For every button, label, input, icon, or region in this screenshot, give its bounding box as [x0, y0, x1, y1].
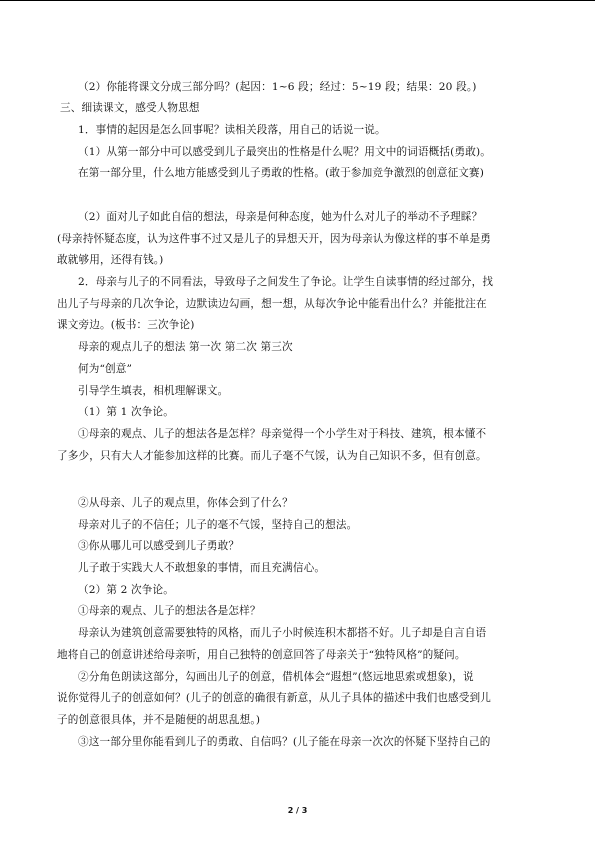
- text-line: ③你从哪儿可以感受到儿子勇敢？: [78, 540, 240, 552]
- text-line: （2）你能将课文分成三部分吗？(起因：1~6 段；经过：5~19 段；结果：20 段。): [78, 81, 477, 93]
- text-line: 在第一部分里，什么地方能感受到儿子勇敢的性格。(敢于参加竞争激烈的创意征文赛): [78, 167, 485, 179]
- text-line: 母亲认为建筑创意需要独特的风格，而儿子小时候连积木都搭不好。儿子却是自言自语: [78, 627, 487, 639]
- text-line: 说你觉得儿子的创意如何？(儿子的创意的确很有新意，从儿子具体的描述中我们也感受到儿: [57, 692, 492, 704]
- text-line: （2）第 2 次争论。: [78, 584, 175, 596]
- text-line: 子的创意很具体，并不是随便的胡思乱想。): [57, 714, 261, 726]
- text-line: (母亲持怀疑态度，认为这件事不过又是儿子的异想天开，因为母亲认为像这样的事不单是勇: [57, 233, 492, 245]
- text-line: ③这一部分里你能看到儿子的勇敢、自信吗？(儿子能在母亲一次次的怀疑下坚持自己的: [78, 736, 491, 748]
- text-line: 儿子敢于实践大人不敢想象的事情，而且充满信心。: [78, 562, 326, 574]
- text-line: 何为“创意”: [78, 363, 133, 375]
- text-line: 母亲对儿子的不信任；儿子的毫不气馁，坚持自己的想法。: [78, 519, 358, 531]
- section-heading: 三、细读课文，感受人物思想: [60, 102, 200, 114]
- text-line: 出儿子与母亲的几次争论，边默读边勾画，想一想，从每次争论中能看出什么？并能批注在: [57, 298, 487, 310]
- text-line: 了多少，只有大人才能参加这样的比赛。而儿子毫不气馁，认为自己知识不多，但有创意。: [57, 450, 487, 462]
- text-line: ②分角色朗读这部分，勾画出儿子的创意，借机体会“遐想”(悠远地思索或想象)，说: [78, 671, 474, 683]
- text-line: （1）第 1 次争论。: [78, 406, 175, 418]
- text-line: 地将自己的创意讲述给母亲听，用自己独特的创意回答了母亲关于“独特风格”的疑问。: [57, 649, 466, 661]
- text-line: （1）从第一部分中可以感受到儿子最突出的性格是什么呢？用文中的词语概括(勇敢)。: [78, 146, 491, 158]
- text-line: 敢就够用，还得有钱。): [57, 254, 164, 266]
- text-line: 2．母亲与儿子的不同看法，导致母子之间发生了争论。让学生自读事情的经过部分，找: [78, 276, 494, 288]
- text-line: ①母亲的观点、儿子的想法各是怎样？母亲觉得一个小学生对于科技、建筑，根本懂不: [78, 428, 487, 440]
- text-line: （2）面对儿子如此自信的想法，母亲是何种态度，她为什么对儿子的举动不予理睬？: [78, 211, 483, 223]
- text-line: 课文旁边。(板书：三次争论): [57, 319, 195, 331]
- text-line: 引导学生填表，相机理解课文。: [78, 385, 229, 397]
- text-line: ②从母亲、儿子的观点里，你体会到了什么？: [78, 497, 293, 509]
- table-header-line: 母亲的观点儿子的想法 第一次 第二次 第三次: [78, 341, 293, 353]
- text-line: 1．事情的起因是怎么回事呢？读相关段落，用自己的话说一说。: [78, 124, 386, 136]
- text-line: ①母亲的观点、儿子的想法各是怎样？: [78, 605, 261, 617]
- page-number: 2 / 3: [287, 806, 308, 815]
